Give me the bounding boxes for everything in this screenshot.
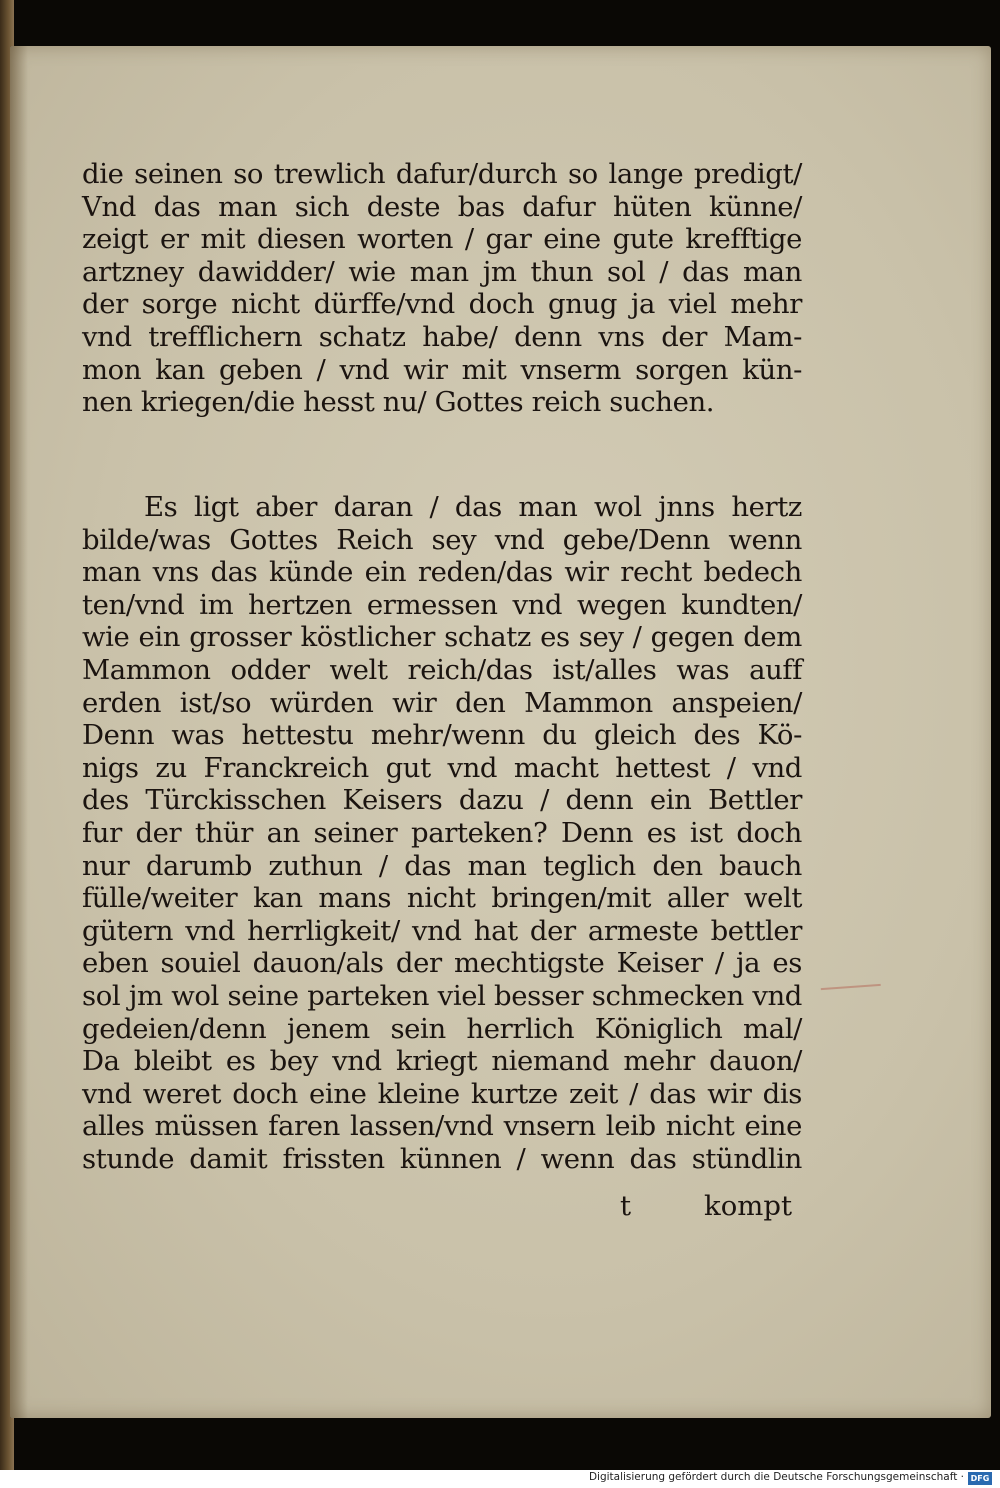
text-line: gedeien/denn jenem sein herrlich Königlich mal/ — [82, 1012, 802, 1045]
paragraph-2 — [82, 491, 802, 1175]
text-line: nen kriegen/die hesst nu/ Gottes reich suchen. — [82, 386, 715, 419]
text-line: wie ein grosser köstlicher schatz es sey / gegen dem — [82, 621, 802, 654]
dfg-logo: DFG — [968, 1472, 992, 1485]
footer-bar — [0, 1470, 1000, 1488]
paragraph-1 — [82, 158, 802, 419]
text-line: Mammon odder welt reich/das ist/alles was auff — [82, 653, 802, 686]
text-line: fülle/weiter kan mans nicht bringen/mit aller welt — [82, 882, 802, 915]
text-line: gütern vnd herrligkeit/ vnd hat der armeste bettler — [82, 914, 802, 947]
text-line: eben souiel dauon/als der mechtigste Keiser / ja es — [82, 947, 802, 980]
text-line: vnd trefflichern schatz habe/ denn vns der Mam- — [82, 320, 802, 353]
text-line: die seinen so trewlich dafur/durch so lange predigt/ — [82, 158, 802, 190]
book-page — [10, 46, 991, 1418]
text-line: vnd weret doch eine kleine kurtze zeit / das wir dis — [82, 1077, 802, 1110]
text-line: Es ligt aber daran / das man wol jnns hertz — [144, 491, 802, 523]
text-line: artzney dawidder/ wie man jm thun sol / das man — [82, 255, 802, 288]
text-line: fur der thür an seiner parteken? Denn es ist doch — [82, 816, 802, 849]
text-line: mon kan geben / vnd wir mit vnserm sorgen kün- — [82, 353, 802, 386]
signature-mark: t — [620, 1190, 632, 1222]
text-line: der sorge nicht dürffe/vnd doch gnug ja viel mehr — [82, 288, 802, 321]
margin-pencil-mark — [819, 962, 881, 990]
text-line: stunde damit frissten künnen / wenn das stündlin — [82, 1142, 802, 1175]
text-line: Da bleibt es bey vnd kriegt niemand mehr dauon/ — [82, 1045, 802, 1078]
text-line: nigs zu Franckreich gut vnd macht hettest / vnd — [82, 751, 802, 784]
signature-catchword-row — [82, 1190, 802, 1224]
text-line: des Türckisschen Keisers dazu / denn ein Bettler — [82, 784, 802, 817]
text-line: ten/vnd im hertzen ermessen vnd wegen kundten/ — [82, 588, 802, 621]
text-line: zeigt er mit diesen worten / gar eine gute krefftige — [82, 223, 802, 256]
text-line: sol jm wol seine parteken viel besser schmecken vnd — [82, 979, 802, 1012]
text-line: nur darumb zuthun / das man teglich den bauch — [82, 849, 802, 882]
text-line: Denn was hettestu mehr/wenn du gleich des Kö- — [82, 719, 802, 752]
text-line: Vnd das man sich deste bas dafur hüten künne/ — [82, 190, 802, 223]
text-line: alles müssen faren lassen/vnd vnsern leib nicht eine — [82, 1110, 802, 1143]
footer-credit: Digitalisierung gefördert durch die Deutsche Forschungsgemeinschaft · — [588, 1471, 964, 1483]
text-line: man vns das künde ein reden/das wir recht bedech — [82, 556, 802, 589]
text-line: bilde/was Gottes Reich sey vnd gebe/Denn wenn — [82, 523, 802, 556]
text-line: erden ist/so würden wir den Mammon anspeien/ — [82, 686, 802, 719]
catchword: kompt — [704, 1190, 792, 1222]
